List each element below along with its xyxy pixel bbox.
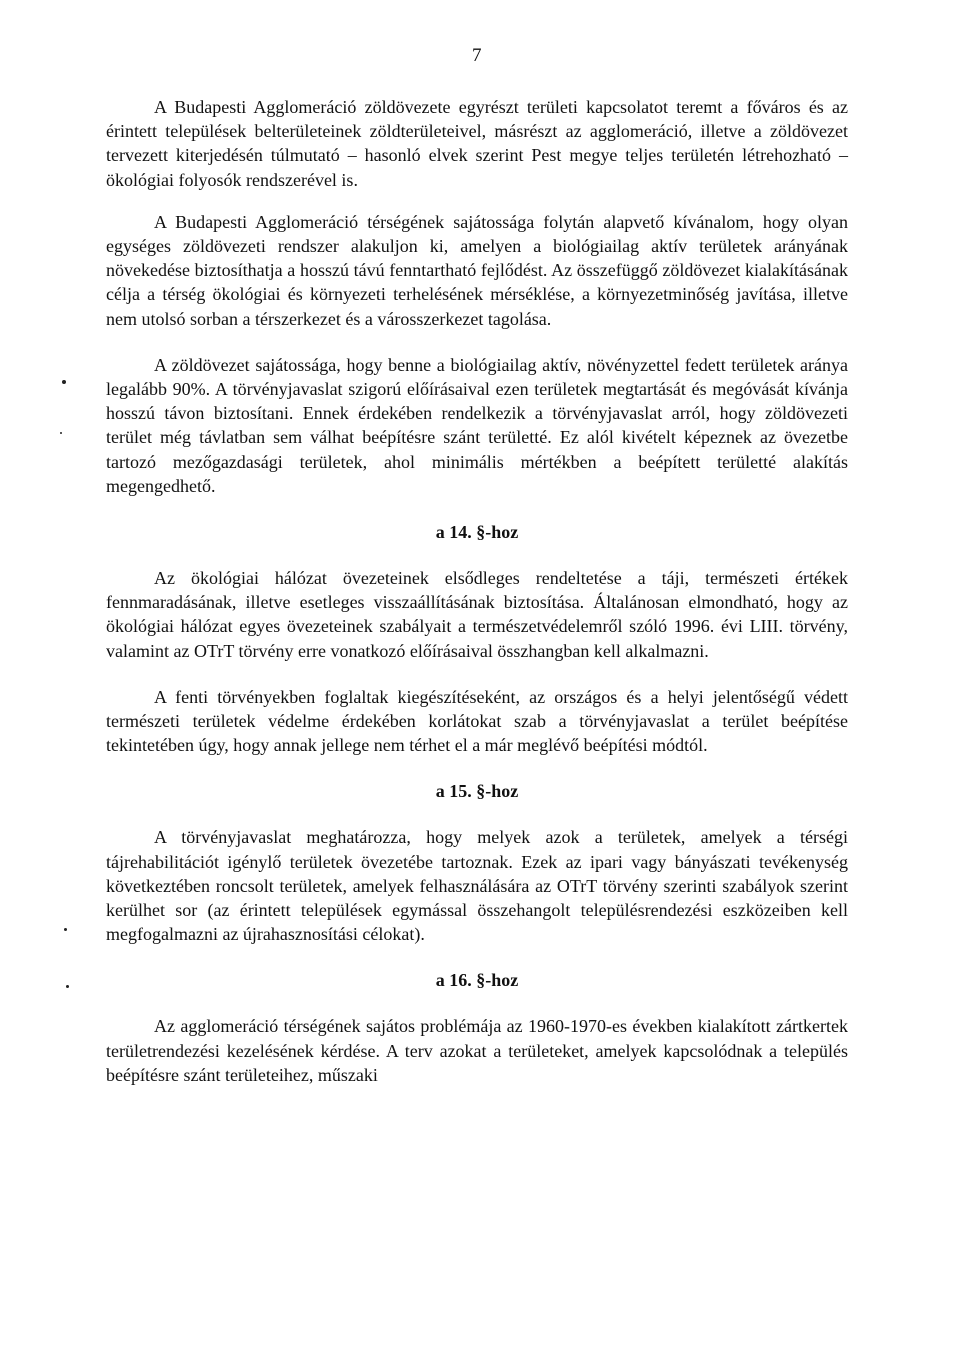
paragraph: Az ökológiai hálózat övezeteinek elsődleges rendeltetése a táji, természeti értékek fennmaradásának, illetve esetleges visszaállításának biztosítása. Általánosan elmondható, hogy az ökológiai hálózat egyes övezeteinek szabályait a természetvédelemről szóló 1996. évi LIII. törvény, valamint az OTrT törvény erre vonatkozó előírásaival összhangban kell alkalmazni. (106, 568, 848, 661)
page-number: 7 (472, 45, 482, 66)
paragraph: A törvényjavaslat meghatározza, hogy melyek azok a területek, amelyek a térségi tájrehabilitációt igénylő területek övezetébe tartoznak. Ezek az ipari vagy bányászati tevékenység következtében roncsolt területek, amelyek felhasználására az OTrT törvény szerinti szabályok szerint kerülhet sor (az érintett települések egymással összehangolt településrendezési eszközeiben kell megfogalmazni az újrahasznosítási célokat). (106, 827, 848, 945)
paragraph: A fenti törvényekben foglaltak kiegészítéseként, az országos és a helyi jelentőségű védett természeti területek védelme érdekében korlátokat szab a törvényjavaslat a terület beépítése tekintetében úgy, hogy annak jellege nem térhet el a már meglévő beépítési módtól. (106, 686, 848, 756)
section-heading-15: a 15. §-hoz (435, 781, 519, 802)
scan-speck (64, 928, 67, 931)
paragraph: A Budapesti Agglomeráció térségének sajátossága folytán alapvető kívánalom, hogy olyan egységes zöldövezeti rendszer alakuljon ki, amelyen a biológiailag aktív területek arányának növekedése biztosíthatja a hosszú távú fenntartható fejlődést. Az összefüggő zöldövezet kialakításának célja a térség ökológiai és környezeti terhelésének mérséklése, a környezetminőség javítása, illetve nem utolsó sorban a térszerkezet és a városszerkezet tagolása. (106, 211, 848, 329)
scan-speck (62, 380, 66, 384)
document-body (106, 95, 848, 1109)
scan-speck (60, 432, 62, 434)
scan-speck (66, 985, 69, 988)
paragraph: A Budapesti Agglomeráció zöldövezete egyrészt területi kapcsolatot teremt a főváros és az érintett települések belterületeinek zöldterületeivel, másrészt az agglomeráció, illetve a zöldövezet tervezett kiterjedésén túlmutató – hasonló elvek szerint Pest megye teljes területén létrehozható – ökológiai folyosók rendszerével is. (106, 97, 848, 190)
section-heading-14: a 14. §-hoz (435, 522, 519, 543)
paragraph: A zöldövezet sajátossága, hogy benne a biológiailag aktív, növényzettel fedett területek aránya legalább 90%. A törvényjavaslat szigorú előírásaival ezen területek megtartását és megóvását kívánja hosszú távon biztosítani. Ennek érdekében rendelkezik a törvényjavaslat arról, hogy zöldövezeti terület még távlatban sem válhat beépítésre szánt területté. Ez alól kivételt képeznek az övezetbe tartozó mezőgazdasági területek, ahol minimális mértékben a beépített területté alakítás megengedhető. (106, 354, 848, 496)
paragraph: Az agglomeráció térségének sajátos problémája az 1960-1970-es években kialakított zártkertek területrendezési kezelésének kérdése. A terv azokat a területeket, amelyek kapcsolódnak a település beépítésre szánt területeihez, műszaki (106, 1016, 848, 1085)
section-heading-16: a 16. §-hoz (435, 970, 519, 991)
